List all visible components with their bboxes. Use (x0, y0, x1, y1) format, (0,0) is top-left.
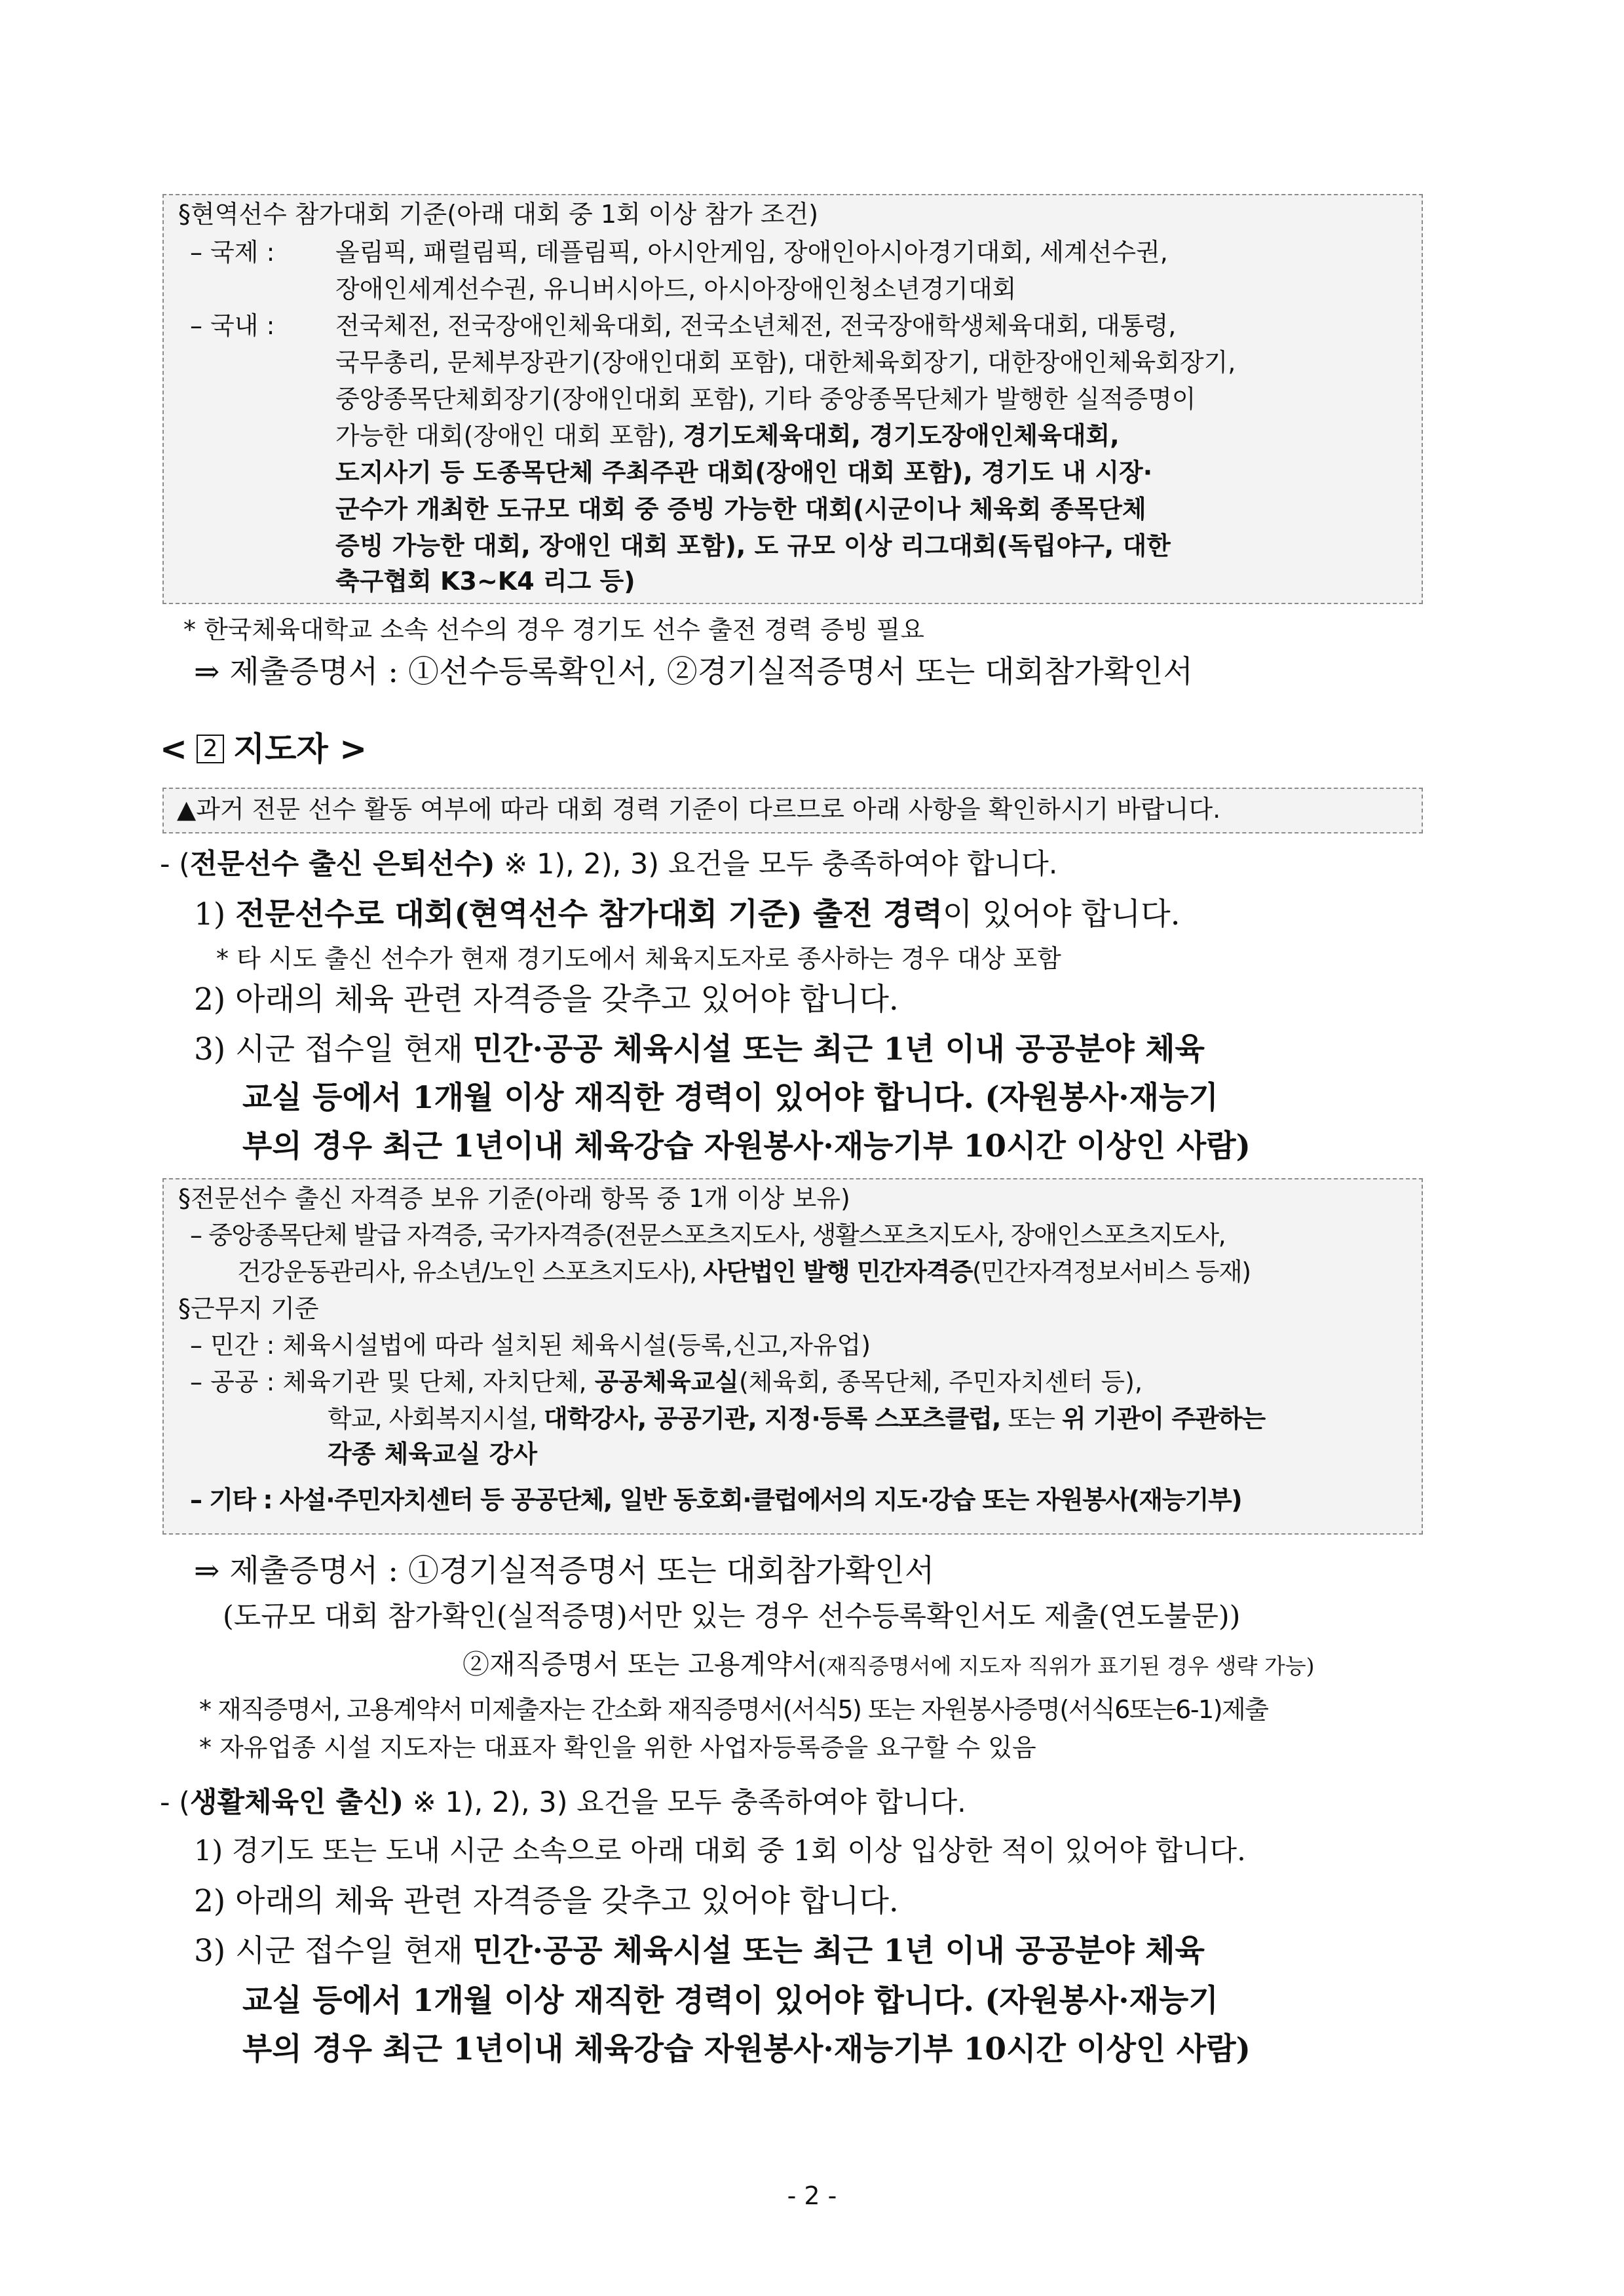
domestic-line-6: 군수가 개최한 도규모 대회 중 증빙 가능한 대회(시군이나 체육회 종목단체 (335, 495, 1146, 524)
workplace-public-1: – 공공 : 체육기관 및 단체, 자치단체, 공공체육교실(체육회, 종목단체, 주민자치센터 등), (190, 1368, 1143, 1396)
pro-item-3: 3) 시군 접수일 현재 민간·공공 체육시설 또는 최근 1년 이내 공공분야 체육 (194, 1031, 1205, 1067)
domestic-line-3: 중앙종목단체회장기(장애인대회 포함), 기타 중앙종목단체가 발행한 실적증명이 (335, 385, 1196, 413)
section-heading: < 2 지도자 > (160, 730, 368, 768)
domestic-line-8: 축구협회 K3~K4 리그 등) (335, 567, 635, 596)
pro-item-2: 2) 아래의 체육 관련 자격증을 갖추고 있어야 합니다. (194, 982, 899, 1018)
life-item-1: 1) 경기도 또는 도내 시군 소속으로 아래 대회 중 1회 이상 입상한 적이 있어야 합니다. (194, 1835, 1246, 1867)
submit-docs-1: ⇒ 제출증명서 : ①선수등록확인서, ②경기실적증명서 또는 대회참가확인서 (194, 654, 1194, 690)
domestic-line-7: 증빙 가능한 대회, 장애인 대회 포함), 도 규모 이상 리그대회(독립야구, 대한 (335, 531, 1171, 560)
pro-item-1: 1) 전문선수로 대회(현역선수 참가대회 기준) 출전 경력이 있어야 합니다. (194, 896, 1180, 932)
life-item-3-line-3: 부의 경우 최근 1년이내 체육강습 자원봉사·재능기부 10시간 이상인 사람) (242, 2031, 1251, 2067)
domestic-label: – 국내 : (190, 311, 275, 340)
intl-line-2: 장애인세계선수권, 유니버시아드, 아시아장애인청소년경기대회 (335, 275, 1017, 303)
qualification-title: §전문선수 출신 자격증 보유 기준(아래 항목 중 1개 이상 보유) (178, 1184, 850, 1213)
domestic-line-2: 국무총리, 문체부장관기(장애인대회 포함), 대한체육회장기, 대한장애인체육회장기, (335, 348, 1236, 377)
submit-docs-2-line-3: ②재직증명서 또는 고용계약서(재직증명서에 지도자 직위가 표기된 경우 생략 가능) (463, 1649, 1315, 1680)
page-number: - 2 - (787, 2181, 837, 2210)
intl-label: – 국제 : (190, 238, 275, 267)
submit-docs-2-line-2: (도규모 대회 참가확인(실적증명)서만 있는 경우 선수등록확인서도 제출(연도불문)) (223, 1600, 1241, 1633)
domestic-line-4: 가능한 대회(장애인 대회 포함), 경기도체육대회, 경기도장애인체육대회, (335, 421, 1120, 450)
intl-line-1: 올림픽, 패럴림픽, 데플림픽, 아시안게임, 장애인아시아경기대회, 세계선수권, (335, 238, 1168, 267)
pro-item-3-line-3: 부의 경우 최근 1년이내 체육강습 자원봉사·재능기부 10시간 이상인 사람) (242, 1128, 1251, 1164)
athlete-criteria-title: §현역선수 참가대회 기준(아래 대회 중 1회 이상 참가 조건) (178, 200, 819, 229)
qualification-line-2: 건강운동관리사, 유소년/노인 스포츠지도사), 사단법인 발행 민간자격증(민간자격정보서비스 등재) (237, 1257, 1251, 1286)
workplace-public-2: 학교, 사회복지시설, 대학강사, 공공기관, 지정·등록 스포츠클럽, 또는 위 기관이 주관하는 (328, 1404, 1266, 1433)
life-item-2: 2) 아래의 체육 관련 자격증을 갖추고 있어야 합니다. (194, 1883, 899, 1919)
section-number: 2 (197, 735, 224, 763)
submit-note-1: * 재직증명서, 고용계약서 미제출자는 간소화 재직증명서(서식5) 또는 자원봉사증명(서식6또는6-1)제출 (199, 1695, 1268, 1724)
domestic-line-5: 도지사기 등 도종목단체 주최주관 대회(장애인 대회 포함), 경기도 내 시장· (335, 458, 1153, 487)
workplace-public-3: 각종 체육교실 강사 (328, 1440, 538, 1468)
ku-note: * 한국체육대학교 소속 선수의 경우 경기도 선수 출전 경력 증빙 필요 (183, 615, 924, 644)
domestic-line-1: 전국체전, 전국장애인체육대회, 전국소년체전, 전국장애학생체육대회, 대통령, (335, 311, 1177, 340)
submit-docs-2: ⇒ 제출증명서 : ①경기실적증명서 또는 대회참가확인서 (194, 1553, 935, 1589)
pro-item-3-line-2: 교실 등에서 1개월 이상 재직한 경력이 있어야 합니다. (자원봉사·재능기 (242, 1080, 1218, 1116)
life-heading: - (생활체육인 출신) ※ 1), 2), 3) 요건을 모두 충족하여야 합니다. (160, 1786, 966, 1819)
submit-note-2: * 자유업종 시설 지도자는 대표자 확인을 위한 사업자등록증을 요구할 수 있음 (199, 1733, 1036, 1762)
workplace-etc: – 기타 : 사설·주민자치센터 등 공공단체, 일반 동호회·클럽에서의 지도·강습 또는 자원봉사(재능기부) (190, 1485, 1242, 1514)
workplace-title: §근무지 기준 (178, 1294, 319, 1323)
notice-text: ▲과거 전문 선수 활동 여부에 따라 대회 경력 기준이 다르므로 아래 사항을 확인하시기 바랍니다. (177, 795, 1221, 824)
pro-heading: - (전문선수 출신 은퇴선수) ※ 1), 2), 3) 요건을 모두 충족하여야 합니다. (160, 848, 1058, 881)
life-item-3-line-2: 교실 등에서 1개월 이상 재직한 경력이 있어야 합니다. (자원봉사·재능기 (242, 1983, 1218, 2019)
qualification-line-1: – 중앙종목단체 발급 자격증, 국가자격증(전문스포츠지도사, 생활스포츠지도사, 장애인스포츠지도사, (190, 1221, 1226, 1250)
workplace-civil: – 민간 : 체육시설법에 따라 설치된 체육시설(등록,신고,자유업) (190, 1331, 871, 1360)
pro-item-1-note: * 타 시도 출신 선수가 현재 경기도에서 체육지도자로 종사하는 경우 대상 포함 (216, 944, 1061, 973)
life-item-3: 3) 시군 접수일 현재 민간·공공 체육시설 또는 최근 1년 이내 공공분야 체육 (194, 1933, 1205, 1969)
